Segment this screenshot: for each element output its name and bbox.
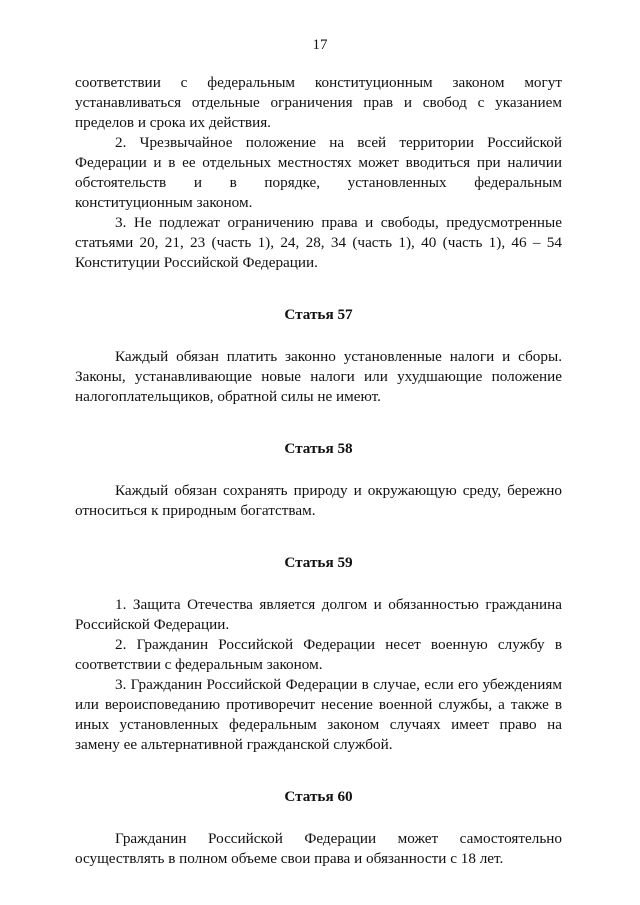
page-number: 17: [312, 37, 328, 53]
article-60-paragraph: Гражданин Российской Федерации может самостоятельно осуществлять в полном объеме свои права и обязанности с 18 лет.: [75, 830, 562, 867]
article-59-paragraph: 1. Защита Отечества является долгом и обязанностью гражданина Российской Федерации.: [75, 596, 562, 633]
article-58-paragraph: Каждый обязан сохранять природу и окружающую среду, бережно относиться к природным богатствам.: [75, 482, 562, 519]
article-58-title: Статья 58: [284, 440, 353, 457]
intro-paragraph: соответствии с федеральным конституционным законом могут устанавливаться отдельные ограничения прав и свобод с указанием пределов и срока их действия.: [75, 74, 562, 131]
intro-paragraph: 2. Чрезвычайное положение на всей территории Российской Федерации и в ее отдельных местностях может вводиться при наличии обстоятельств и в порядке, установленных федеральным конституционным законом.: [75, 134, 562, 211]
article-59-paragraph: 2. Гражданин Российской Федерации несет военную службу в соответствии с федеральным законом.: [75, 636, 562, 673]
intro-paragraph: 3. Не подлежат ограничению права и свободы, предусмотренные статьями 20, 21, 23 (часть 1), 24, 28, 34 (часть 1), 40 (часть 1), 46 – 54 Конституции Российской Федерации.: [75, 214, 562, 271]
article-59-title: Статья 59: [284, 554, 353, 571]
article-59-paragraph: 3. Гражданин Российской Федерации в случае, если его убеждениям или вероисповеданию противоречит несение военной службы, а также в иных установленных федеральным законом случаях имеет право на замену ее альтернативной гражданской службой.: [75, 676, 562, 753]
article-57-paragraph: Каждый обязан платить законно установленные налоги и сборы. Законы, устанавливающие новые налоги или ухудшающие положение налогоплательщиков, обратной силы не имеют.: [75, 348, 562, 405]
article-57-title: Статья 57: [284, 306, 353, 323]
article-60-title: Статья 60: [284, 788, 353, 805]
document-body: [75, 73, 562, 869]
